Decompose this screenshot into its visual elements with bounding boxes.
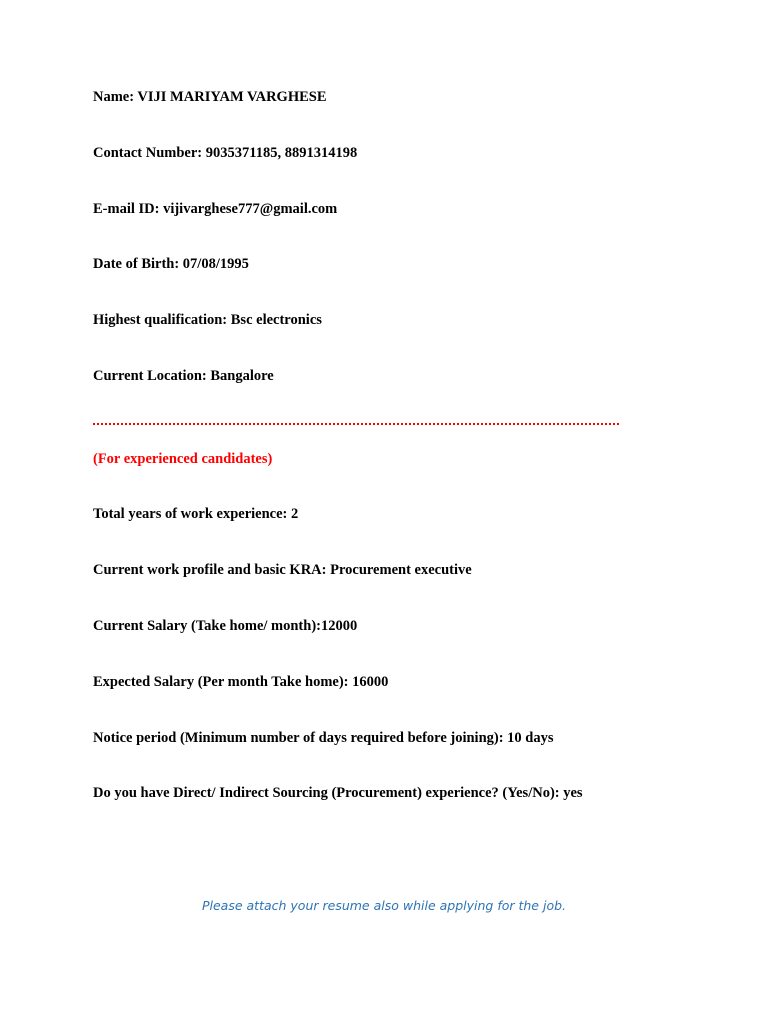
contact-number-line: Contact Number: 9035371185, 8891314198 (93, 145, 358, 161)
location-line: Current Location: Bangalore (93, 368, 274, 384)
current-salary-line: Current Salary (Take home/ month):12000 (93, 618, 358, 634)
expected-salary-line: Expected Salary (Per month Take home): 16000 (93, 674, 389, 690)
name-line: Name: VIJI MARIYAM VARGHESE (93, 89, 327, 105)
work-profile-line: Current work profile and basic KRA: Procurement executive (93, 562, 472, 578)
experienced-candidates-heading: (For experienced candidates) (93, 451, 273, 467)
sourcing-experience-line: Do you have Direct/ Indirect Sourcing (Procurement) experience? (Yes/No): yes (93, 785, 583, 801)
email-line: E-mail ID: vijivarghese777@gmail.com (93, 201, 338, 217)
section-divider (93, 423, 619, 425)
notice-period-line: Notice period (Minimum number of days required before joining): 10 days (93, 730, 554, 746)
resume-note: Please attach your resume also while applying for the job. (201, 898, 566, 913)
qualification-line: Highest qualification: Bsc electronics (93, 312, 322, 328)
date-of-birth-line: Date of Birth: 07/08/1995 (93, 256, 249, 272)
total-experience-line: Total years of work experience: 2 (93, 506, 299, 522)
